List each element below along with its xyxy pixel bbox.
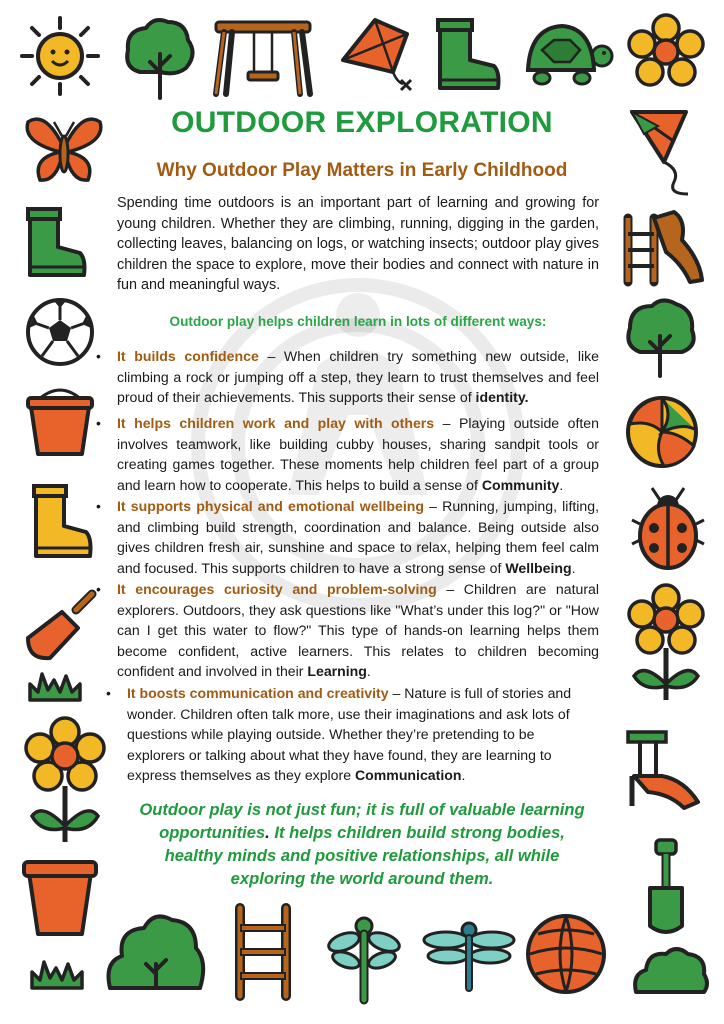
bush-icon: [104, 906, 208, 992]
bullet-marker: •: [96, 498, 101, 514]
slide-icon: [624, 726, 704, 810]
bullet-communication: [106, 683, 595, 786]
shovel-icon: [22, 586, 102, 664]
bush-icon: [632, 944, 708, 996]
ladder-icon: [230, 904, 296, 1000]
closing-text: Outdoor play is not just fun; it is full of valuable learning opportunities: [139, 800, 585, 842]
bullet-confidence: [96, 346, 599, 408]
shovel-icon: [640, 838, 692, 938]
bullet-text: – Playing outside often involves teamwork, like building cubby houses, sharing sandpit tools or creating games together. These moments help children feel part of a group and learn how to cooperate. This helps to build a sense of: [117, 415, 599, 493]
ladybug-icon: [632, 484, 704, 572]
bullet-text: – Running, jumping, lifting, and climbing build strength, coordination and balance. Being outside also gives children fresh air, sunshine and space to relax, helping them feel calm and focused. This supports children to have a strong sense of: [117, 498, 599, 576]
bullet-marker: •: [96, 581, 101, 597]
dragonfly-icon: [326, 912, 402, 1004]
swing-set-icon: [212, 18, 314, 96]
flower-icon: [626, 14, 706, 98]
dragonfly-icon: [420, 918, 518, 990]
beach-ball-icon: [524, 912, 608, 996]
rain-boot-icon: [22, 205, 88, 281]
bullet-text: – When children try something new outside, like climbing a rock or jumping off a step, they learn to trust themselves and feel proud of their achievements. This supports their sense of: [117, 348, 599, 406]
grass-icon: [26, 670, 84, 702]
rain-boot-icon: [28, 482, 94, 562]
bullet-list-heading: Outdoor play helps children learn in lots of different ways:: [169, 314, 547, 329]
page-title: OUTDOOR EXPLORATION: [171, 106, 553, 139]
bullet-keyword: identity.: [475, 389, 529, 406]
bullet-end: .: [366, 663, 371, 680]
beach-ball-icon: [624, 394, 700, 470]
tree-icon: [120, 14, 200, 100]
bullet-keyword: Community: [481, 476, 560, 493]
rain-boot-icon: [432, 16, 502, 94]
soccer-ball-icon: [24, 296, 96, 368]
bullet-heading: It builds confidence: [117, 348, 259, 364]
grass-icon: [28, 958, 86, 990]
bullet-heading: It supports physical and emotional wellbeing: [117, 498, 424, 514]
bucket-icon: [22, 382, 98, 458]
bullet-learning: [96, 579, 600, 682]
bullet-end: .: [461, 767, 466, 784]
page-subtitle: Why Outdoor Play Matters in Early Childhood: [156, 160, 568, 181]
bullet-keyword: Wellbeing: [505, 559, 572, 576]
closing-text: It helps children build strong bodies, healthy minds and positive relationships, all while exploring the world around them.: [164, 823, 565, 888]
bullet-end: .: [559, 476, 564, 493]
bullet-community: [96, 413, 599, 495]
turtle-icon: [522, 20, 614, 92]
flower-icon: [626, 584, 706, 704]
bullet-keyword: Learning: [307, 663, 367, 680]
bucket-icon: [20, 856, 100, 938]
bullet-marker: •: [96, 348, 101, 364]
flower-icon: [22, 716, 108, 846]
bullet-end: .: [571, 559, 576, 576]
bullet-heading: It encourages curiosity and problem-solving: [117, 581, 437, 597]
bullet-text: – Nature is full of stories and wonder. Children often talk more, use their imaginations and ask lots of questions while playing outside. Whether they’re pretending to be explorers or talking about what they have found, they are learning to express themselves as they explore: [127, 685, 572, 784]
bullet-wellbeing: [96, 496, 599, 578]
bullet-marker: •: [106, 685, 111, 701]
bullet-keyword: Communication: [354, 767, 462, 784]
intro-paragraph: Spending time outdoors is an important part of learning and growing for young children. Whether they are climbing, running, digging in the garden, collecting leaves, balancing on logs, or watching insects; outdoor play gives children the space to explore, move their bodies and connect with nature in fun and meaningful ways.: [117, 195, 599, 293]
bullet-heading: It boosts communication and creativity: [127, 685, 389, 701]
bullet-heading: It helps children work and play with others: [117, 415, 435, 431]
sun-icon: [18, 14, 102, 98]
kite-icon: [335, 16, 417, 96]
bullet-text: – Children are natural explorers. Outdoors, they ask questions like "What’s under this log?" or "How can I get this water to flow?" This type of hands-on learning helps them become confident, active learners. This relates to children becoming confident and involved in their: [117, 581, 600, 680]
bullet-marker: •: [96, 415, 101, 431]
tree-icon: [622, 296, 698, 378]
closing-dot: .: [265, 823, 270, 842]
slide-icon: [620, 204, 706, 284]
closing-statement: [130, 798, 594, 890]
